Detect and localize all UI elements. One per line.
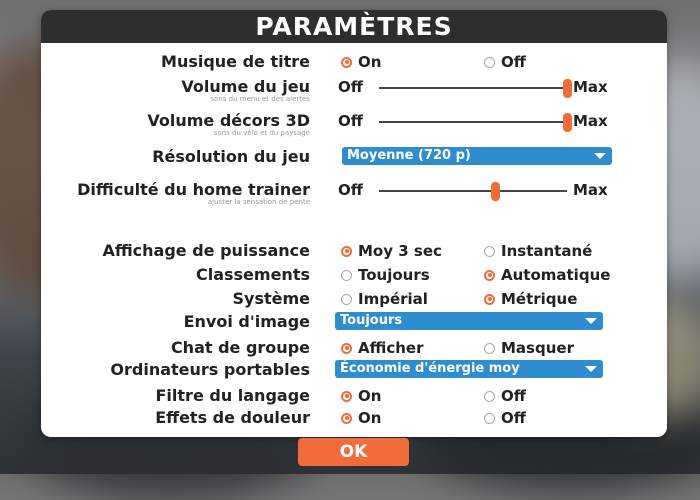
radio-empty-icon <box>484 413 495 424</box>
pain-effects-off-radio[interactable] <box>484 409 526 427</box>
group-chat-hide-label: Masquer <box>501 339 574 357</box>
radio-selected-icon <box>484 270 495 281</box>
scenery-volume-sublabel: sons du vélo et du paysage <box>213 129 310 137</box>
power-display-row <box>41 241 667 265</box>
chevron-down-icon <box>585 318 597 324</box>
group-chat-show-label: Afficher <box>358 339 424 357</box>
power-display-label: Affichage de puissance <box>102 241 310 260</box>
language-filter-off-label: Off <box>501 387 526 405</box>
trainer-difficulty-sublabel: ajuster la sensation de pente <box>207 198 310 206</box>
image-upload-label: Envoi d'image <box>183 312 310 331</box>
units-metric-label: Métrique <box>501 290 578 308</box>
slider-max-label: Max <box>573 112 608 130</box>
slider-min-label: Off <box>338 181 363 199</box>
trainer-difficulty-slider-handle[interactable] <box>491 182 500 201</box>
slider-min-label: Off <box>338 112 363 130</box>
rankings-auto-radio[interactable] <box>484 266 610 284</box>
slider-max-label: Max <box>573 78 608 96</box>
pain-effects-on-label: On <box>358 409 382 427</box>
group-chat-label: Chat de groupe <box>170 338 310 357</box>
radio-selected-icon <box>341 391 352 402</box>
units-imperial-label: Impérial <box>358 290 428 308</box>
group-chat-row <box>41 338 667 362</box>
pain-effects-row <box>41 408 667 432</box>
language-filter-off-radio[interactable] <box>484 387 526 405</box>
rankings-always-radio[interactable] <box>341 266 430 284</box>
game-volume-sublabel: sons du menu et des alertes <box>210 95 310 103</box>
music-off-label: Off <box>501 53 526 71</box>
game-volume-slider-track[interactable] <box>379 87 567 89</box>
ok-button[interactable]: OK <box>298 438 409 466</box>
laptops-dropdown[interactable] <box>335 360 603 378</box>
scenery-volume-slider-track[interactable] <box>379 121 567 123</box>
game-volume-label: Volume du jeu <box>181 77 310 96</box>
resolution-value: Moyenne (720 p) <box>347 148 471 163</box>
dialog-title: PARAMÈTRES <box>255 12 453 41</box>
radio-empty-icon <box>484 57 495 68</box>
group-chat-show-radio[interactable] <box>341 339 423 357</box>
power-avg-label: Moy 3 sec <box>358 242 442 260</box>
music-on-label: On <box>358 53 382 71</box>
rankings-row <box>41 265 667 289</box>
language-filter-on-label: On <box>358 387 382 405</box>
music-row <box>41 52 667 76</box>
units-row <box>41 289 667 313</box>
rankings-label: Classements <box>195 265 310 284</box>
power-avg-radio[interactable] <box>341 242 442 260</box>
radio-empty-icon <box>341 294 352 305</box>
group-chat-hide-radio[interactable] <box>484 339 574 357</box>
game-volume-slider-handle[interactable] <box>563 79 572 98</box>
dialog-header <box>41 10 667 43</box>
music-label: Musique de titre <box>161 52 310 71</box>
radio-selected-icon <box>341 246 352 257</box>
resolution-dropdown[interactable] <box>342 147 612 165</box>
resolution-row <box>41 147 667 171</box>
resolution-label: Résolution du jeu <box>152 147 310 166</box>
image-upload-value: Toujours <box>340 313 403 328</box>
radio-selected-icon <box>341 343 352 354</box>
power-instant-radio[interactable] <box>484 242 592 260</box>
language-filter-row <box>41 386 667 410</box>
laptops-label: Ordinateurs portables <box>110 360 310 379</box>
pain-effects-on-radio[interactable] <box>341 409 381 427</box>
slider-min-label: Off <box>338 78 363 96</box>
slider-max-label: Max <box>573 181 608 199</box>
pain-effects-off-label: Off <box>501 409 526 427</box>
chevron-down-icon <box>585 366 597 372</box>
radio-empty-icon <box>484 246 495 257</box>
music-on-radio[interactable] <box>341 53 381 71</box>
power-instant-label: Instantané <box>501 242 593 260</box>
laptops-value: Économie d'énergie moy <box>340 361 520 376</box>
trainer-difficulty-row <box>41 180 667 204</box>
radio-selected-icon <box>341 57 352 68</box>
scenery-volume-slider-handle[interactable] <box>563 113 572 132</box>
units-label: Système <box>232 289 310 308</box>
laptops-row <box>41 360 667 384</box>
image-upload-dropdown[interactable] <box>335 312 603 330</box>
pain-effects-label: Effets de douleur <box>155 408 310 427</box>
image-upload-row <box>41 312 667 336</box>
game-volume-row <box>41 77 667 101</box>
units-metric-radio[interactable] <box>484 290 577 308</box>
units-imperial-radio[interactable] <box>341 290 428 308</box>
rankings-auto-label: Automatique <box>501 266 611 284</box>
radio-empty-icon <box>484 391 495 402</box>
scenery-volume-label: Volume décors 3D <box>147 111 310 130</box>
trainer-difficulty-label: Difficulté du home trainer <box>77 180 310 199</box>
scenery-volume-row <box>41 111 667 135</box>
music-off-radio[interactable] <box>484 53 526 71</box>
rankings-always-label: Toujours <box>358 266 430 284</box>
radio-selected-icon <box>341 413 352 424</box>
chevron-down-icon <box>594 153 606 159</box>
radio-empty-icon <box>341 270 352 281</box>
trainer-difficulty-slider-track[interactable] <box>379 190 567 192</box>
language-filter-label: Filtre du langage <box>155 386 310 405</box>
language-filter-on-radio[interactable] <box>341 387 381 405</box>
settings-dialog <box>41 10 667 437</box>
radio-selected-icon <box>484 294 495 305</box>
radio-empty-icon <box>484 343 495 354</box>
